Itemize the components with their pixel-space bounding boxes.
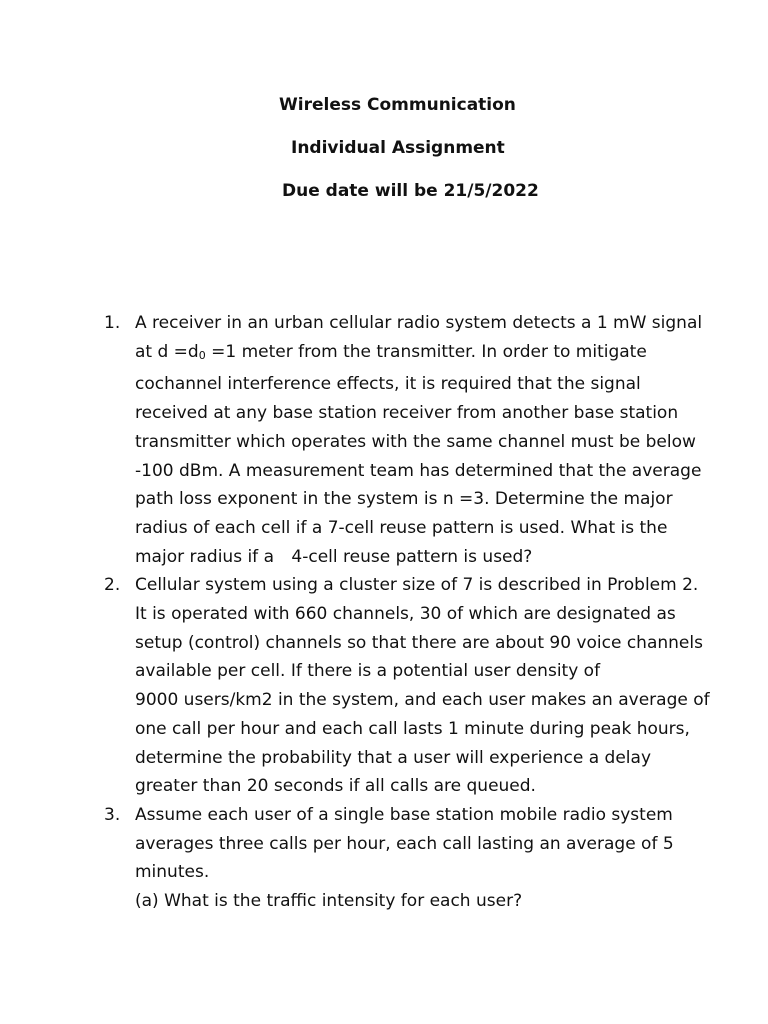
text-line: Cellular system using a cluster size of 7 is described in Problem 2.: [135, 575, 699, 596]
text-fragment: major radius if a: [135, 546, 274, 567]
text-fragment: at d =d: [135, 341, 199, 362]
question-list: [104, 309, 710, 916]
question-1: [104, 309, 704, 571]
text-line: -100 dBm. A measurement team has determined that the average: [135, 460, 702, 481]
text-line: radius of each cell if a 7-cell reuse pattern is used. What is the: [135, 517, 668, 538]
text-line-with-subscript: [135, 338, 704, 371]
question-number: 3.: [104, 804, 121, 825]
text-fragment: 4-cell reuse pattern is used?: [291, 546, 533, 567]
text-line: setup (control) channels so that there are about 90 voice channels: [135, 632, 703, 653]
text-line: greater than 20 seconds if all calls are queued.: [135, 776, 536, 797]
text-line: one call per hour and each call lasts 1 minute during peak hours,: [135, 718, 690, 739]
text-line: 9000 users/km2 in the system, and each user makes an average of: [135, 690, 710, 711]
question-text: [135, 801, 704, 916]
text-line: minutes.: [135, 862, 210, 883]
text-line: available per cell. If there is a potential user density of: [135, 661, 601, 682]
text-line: determine the probability that a user will experience a delay: [135, 747, 652, 768]
question-text: [135, 309, 704, 571]
question-number: 1.: [104, 313, 121, 333]
question-2: [104, 571, 710, 801]
text-line: averages three calls per hour, each call lasting an average of 5: [135, 833, 674, 854]
document-subtitle: Individual Assignment: [291, 138, 505, 158]
question-number: 2.: [104, 575, 121, 596]
text-line: path loss exponent in the system is n =3. Determine the major: [135, 489, 673, 510]
document-title: Wireless Communication: [279, 95, 516, 115]
text-line: It is operated with 660 channels, 30 of which are designated as: [135, 604, 676, 625]
text-fragment: =1 meter from the transmitter. In order to mitigate: [211, 341, 647, 362]
text-line: transmitter which operates with the same channel must be below: [135, 431, 696, 452]
sub-question-a: (a) What is the traffic intensity for each user?: [135, 891, 523, 912]
subscript: 0: [198, 348, 206, 362]
question-text: [135, 571, 710, 801]
due-date: Due date will be 21/5/2022: [282, 181, 539, 201]
text-line: Assume each user of a single base station mobile radio system: [135, 804, 673, 825]
text-line: A receiver in an urban cellular radio system detects a 1 mW signal: [135, 313, 703, 333]
question-3: [104, 801, 704, 916]
text-line: cochannel interference effects, it is required that the signal: [135, 374, 641, 395]
text-line: received at any base station receiver from another base station: [135, 403, 679, 424]
text-line: [135, 543, 704, 572]
